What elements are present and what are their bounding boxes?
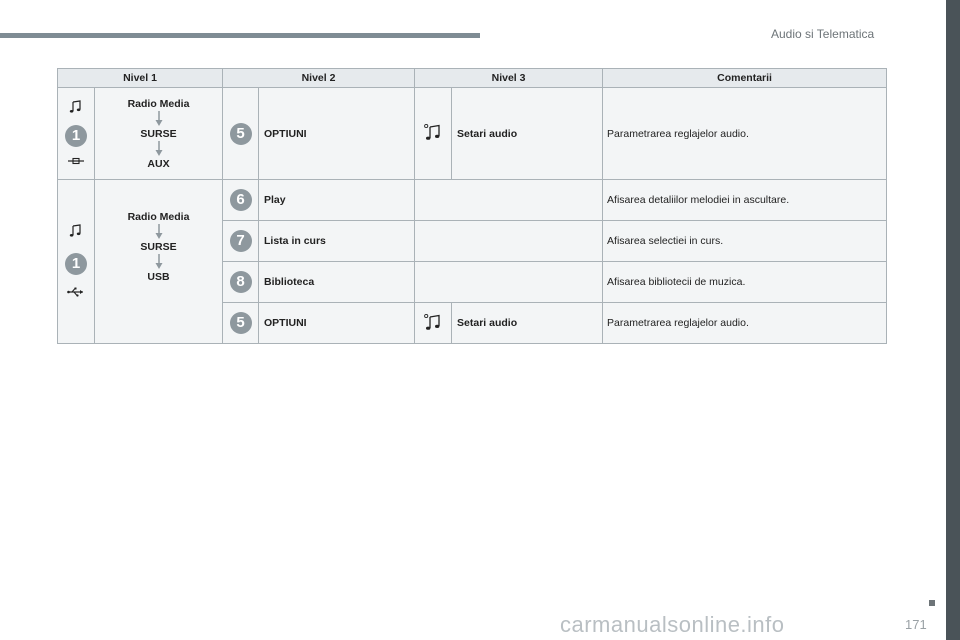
level2-badge-cell	[223, 221, 259, 262]
table-row	[58, 88, 887, 180]
step-badge: 7	[230, 230, 252, 252]
level3-empty-cell	[415, 221, 603, 262]
step-badge: 5	[230, 312, 252, 334]
music-note-icon	[69, 224, 83, 241]
watermark-text: carmanualsonline.info	[560, 612, 785, 637]
level1-icon-cell	[58, 88, 95, 180]
arrow-down-icon	[155, 111, 163, 127]
step-badge: 6	[230, 189, 252, 211]
level1-item: SURSE	[140, 127, 177, 140]
step-badge: 1	[65, 253, 87, 275]
audio-settings-note-icon	[424, 132, 442, 144]
level3-label: Setari audio	[452, 303, 603, 344]
level1-icon-cell	[58, 180, 95, 344]
col-header-nivel3: Nivel 3	[415, 69, 603, 88]
level1-item: Radio Media	[127, 210, 190, 223]
step-badge: 1	[65, 125, 87, 147]
music-note-icon	[69, 100, 83, 117]
level2-label: Lista in curs	[259, 221, 415, 262]
arrow-down-icon	[155, 224, 163, 240]
level1-item: SURSE	[140, 240, 177, 253]
level2-badge-cell	[223, 180, 259, 221]
level3-icon-cell	[415, 303, 452, 344]
header-rule	[0, 33, 480, 38]
col-header-nivel1: Nivel 1	[58, 69, 223, 88]
comment-cell: Parametrarea reglajelor audio.	[603, 303, 887, 344]
table-row	[58, 180, 887, 221]
level3-label: Setari audio	[452, 88, 603, 180]
arrow-down-icon	[155, 141, 163, 157]
level2-label: Biblioteca	[259, 262, 415, 303]
page-header-title: Audio si Telematica	[771, 27, 875, 41]
level2-badge-cell	[223, 303, 259, 344]
arrow-down-icon	[155, 254, 163, 270]
comment-cell: Parametrarea reglajelor audio.	[603, 88, 887, 180]
level1-item: AUX	[147, 157, 170, 170]
level2-label: Play	[259, 180, 415, 221]
level2-label: OPTIUNI	[259, 303, 415, 344]
col-header-nivel2: Nivel 2	[223, 69, 415, 88]
level3-empty-cell	[415, 180, 603, 221]
comment-cell: Afisarea selectiei in curs.	[603, 221, 887, 262]
level1-chain-cell	[95, 180, 223, 344]
level3-empty-cell	[415, 262, 603, 303]
level2-badge-cell	[223, 262, 259, 303]
level1-item: USB	[147, 270, 170, 283]
level2-badge-cell	[223, 88, 259, 180]
level3-icon-cell	[415, 88, 452, 180]
aux-cable-icon	[68, 156, 84, 168]
comment-cell: Afisarea bibliotecii de muzica.	[603, 262, 887, 303]
usb-icon	[67, 287, 85, 300]
table-header-row	[58, 69, 887, 88]
comment-cell: Afisarea detaliilor melodiei in ascultare.	[603, 180, 887, 221]
col-header-comentarii: Comentarii	[603, 69, 887, 88]
side-bar	[946, 0, 960, 640]
step-badge: 8	[230, 271, 252, 293]
audio-settings-note-icon	[424, 322, 442, 334]
level1-chain-cell	[95, 88, 223, 180]
level2-label: OPTIUNI	[259, 88, 415, 180]
footer-marker	[929, 600, 935, 606]
page-number: 171	[905, 617, 927, 632]
step-badge: 5	[230, 123, 252, 145]
level1-item: Radio Media	[127, 97, 190, 110]
menu-table	[57, 68, 887, 344]
